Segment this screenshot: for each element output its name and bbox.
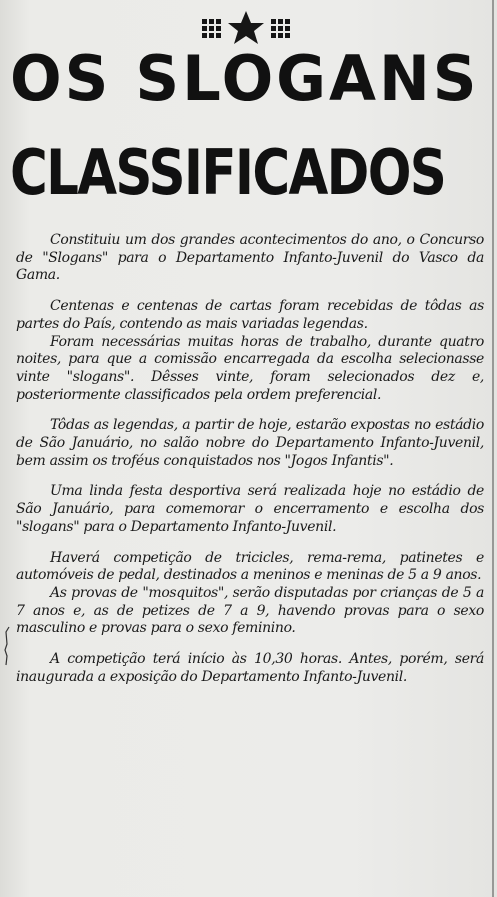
article-paragraph-6: Haverá competição de tricicles, rema-rema, patinetes e automóveis de pedal, destinados a meninos e meninas de 5 a 9 anos. [16,549,484,584]
article-paragraph-2: Centenas e centenas de cartas foram recebidas de tôdas as partes do País, contendo as mais variadas legendas. [16,298,484,332]
article-body [16,232,484,686]
article-paragraph-5: Uma linda festa desportiva será realizada hoje no estádio de São Januário, para comemorar o encerramento e escolha dos "slogans" para o Departamento Infanto-Juvenil. [16,483,484,535]
article-paragraph-4: Tôdas as legendas, a partir de hoje, estarão expostas no estádio de São Januário, no salão nobre do Departamento Infanto-Juvenil, bem assim os troféus conquistados nos "Jogos Infantis". [16,417,484,469]
article-paragraph-8: A competição terá início às 10,30 horas. Antes, porém, será inaugurada a exposição do Departamento Infanto-Juvenil. [16,651,484,685]
article-paragraph-3: Foram necessárias muitas horas de trabalho, durante quatro noites, para que a comissão encarregada da escolha selecionasse vinte "slogans". Dêsses vinte, foram selecionados dez e, posteriormente classificados pela ordem preferencial. [16,333,484,403]
margin-bracket-mark [4,626,10,666]
star-ornament-icon [200,10,292,46]
article-paragraph-1: Constituiu um dos grandes acontecimentos do ano, o Concurso de "Slogans" para o Departamento Infanto-Juvenil do Vasco da Gama. [16,232,484,284]
headline-line-2: CLASSIFICADOS [10,136,446,209]
page-edge-rule [492,0,494,897]
headline-line-1: OS SLOGANS [10,42,480,115]
article-paragraph-7: As provas de "mosquitos", serão disputadas por crianças de 5 a 7 anos e, as de petizes de 7 a 9, havendo provas para o sexo masculino e provas para o sexo feminino. [16,584,484,637]
